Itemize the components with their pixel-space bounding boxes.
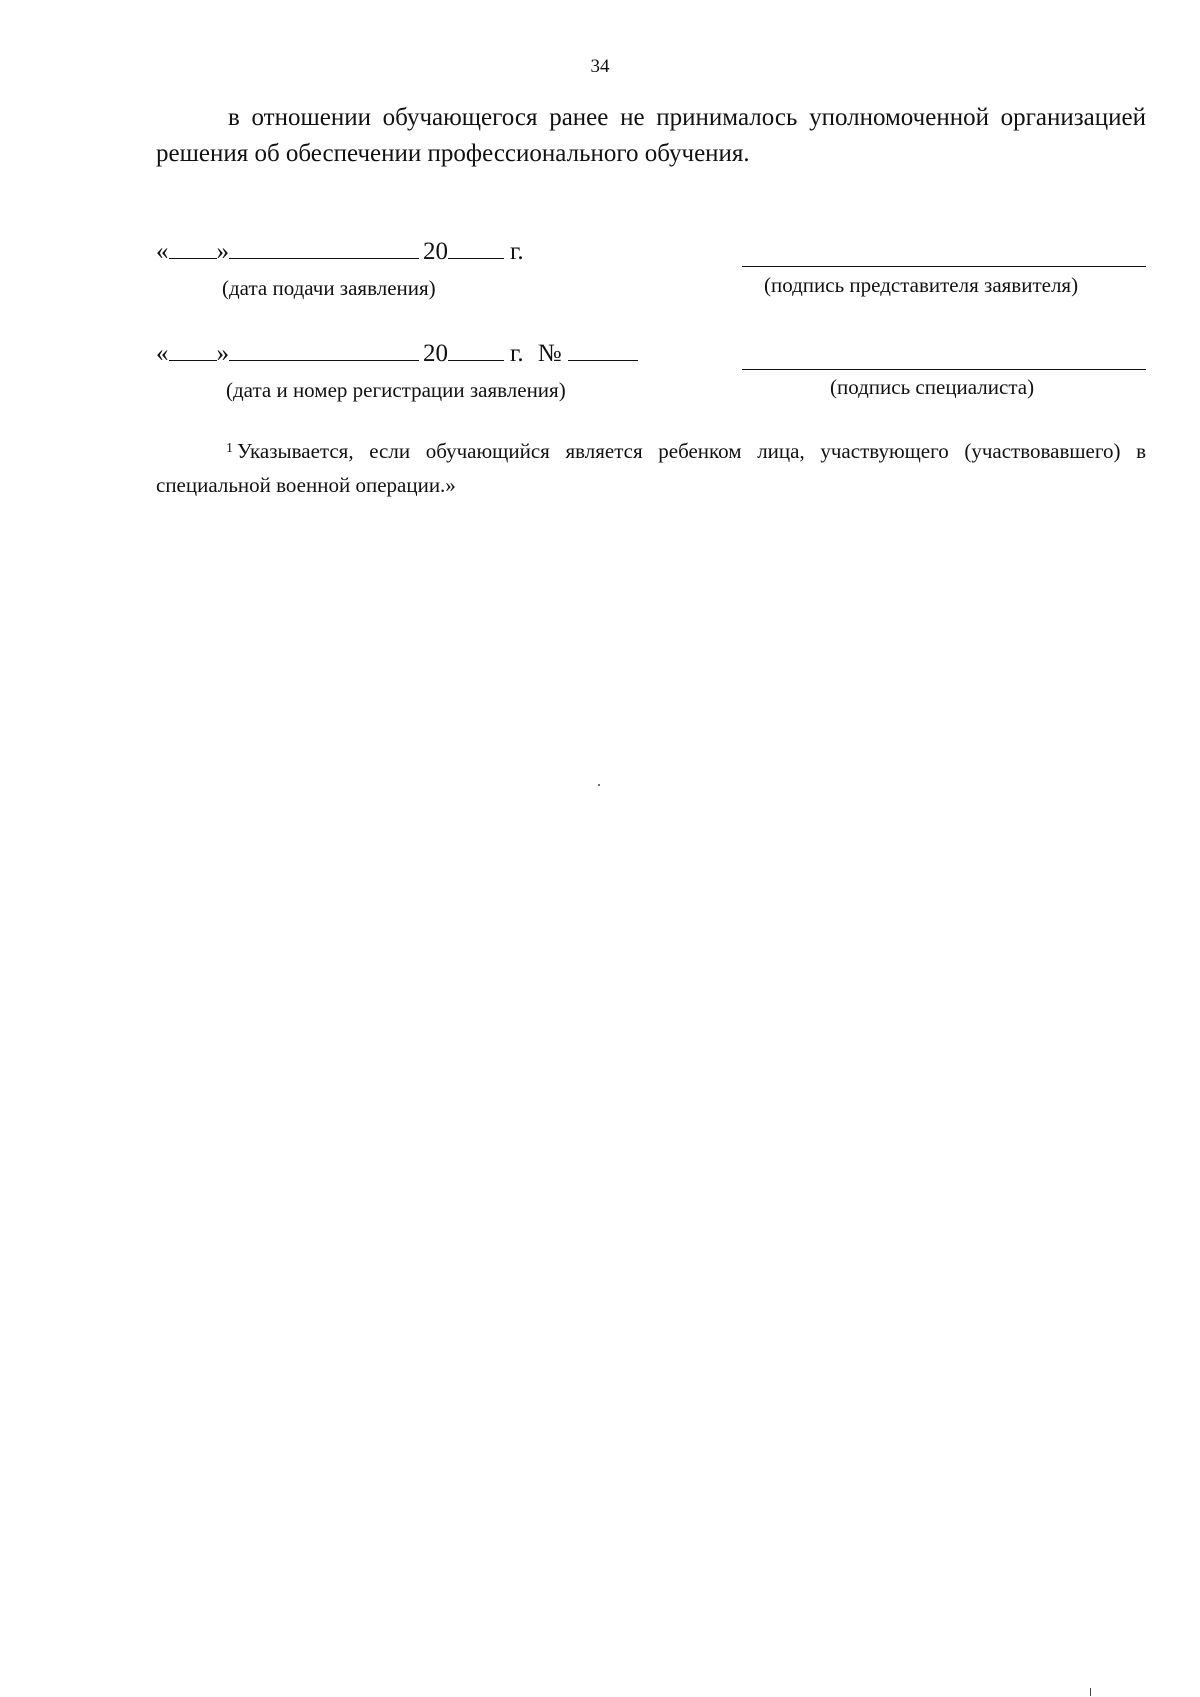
month-blank [229,359,419,361]
year-suffix: г. [510,340,524,367]
open-quote: « [156,238,169,265]
scan-speck [598,784,600,786]
applicant-representative-signature-line [742,266,1146,267]
submission-date-line [156,238,524,266]
registration-number-blank [568,359,638,361]
body-paragraph: в отношении обучающегося ранее не принималось уполномоченной организацией решения об обеспечении профессионального обучения. [156,104,1146,167]
footnote-marker: 1 [226,441,233,456]
specialist-signature-line [742,369,1146,370]
number-sign: № [537,340,562,367]
open-quote: « [156,340,169,367]
year-prefix: 20 [423,238,448,265]
year-prefix: 20 [423,340,448,367]
footnote [156,432,1146,502]
page-number: 34 [590,56,610,77]
year-suffix: г. [510,238,524,265]
specialist-signature-caption: (подпись специалиста) [830,375,1035,399]
day-blank [169,257,217,259]
year-blank [448,257,504,259]
year-blank [448,359,504,361]
registration-date-caption: (дата и номер регистрации заявления) [226,378,566,402]
close-quote: » [216,340,229,367]
close-quote: » [216,238,229,265]
footnote-text: Указывается, если обучающийся является ребенком лица, участвующего (участвовавшего) в специальной военной операции.» [156,439,1146,497]
registration-date-line [156,340,638,368]
day-blank [169,359,217,361]
month-blank [229,257,419,259]
submission-date-caption: (дата подачи заявления) [222,276,436,300]
scan-speck [1090,1688,1091,1696]
applicant-representative-signature-caption: (подпись представителя заявителя) [764,273,1079,297]
